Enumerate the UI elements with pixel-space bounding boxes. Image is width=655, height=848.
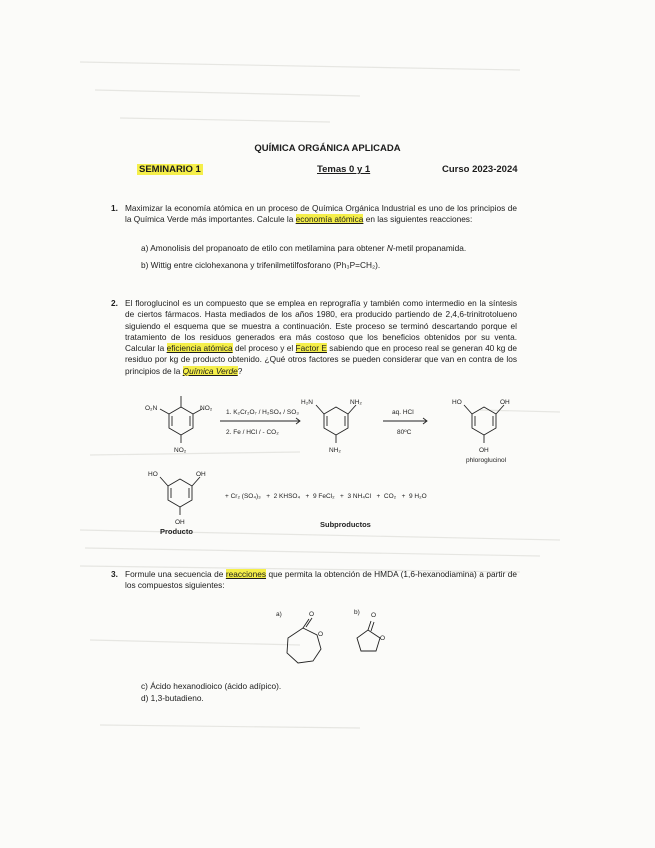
butyrolactone-structure — [357, 621, 380, 651]
highlight-economia-atomica: economía atómica — [295, 214, 364, 225]
question-number: 1. — [111, 203, 118, 213]
q3-item-c: c) Ácido hexanodioico (ácido adípico). — [141, 681, 282, 691]
prod-right-group: OH — [500, 399, 510, 406]
amine-left-group: H₂N — [301, 399, 313, 406]
product-right-group: OH — [196, 471, 206, 478]
highlight-factor-e: Factor E — [295, 343, 327, 354]
question-number: 3. — [111, 569, 118, 579]
topics-label: Temas 0 y 1 — [317, 164, 371, 175]
amine-right-group: NH₂ — [350, 399, 362, 406]
triamine-structure — [316, 405, 356, 443]
reagent-hcl: aq. HCl — [392, 409, 414, 416]
question-2: 2. El floroglucinol es un compuesto que se emplea en reprografía y también como intermedio en la síntesis de ciertos fármacos. Hasta mediados de los años 1980, era producido partiendo de 2,4,6-trinitrotolueno siguiendo el esquema que se muestra a continuación. Este proceso se terminó descartando porque el tratamiento de los residuos generados era más costoso que los beneficios obtenidos por su venta. Calcular la eficiencia atómica del proceso y el Factor E sabiendo que en proceso real se generan 40 kg de residuo por kg de producto obtenido. ¿Qué otros factores se pueden considerar que van en contra de los principios de la Química Verde? — [111, 298, 517, 376]
question-1: 1. Maximizar la economía atómica en un proceso de Química Orgánica Industrial es uno de los principios de la Química Verde más importantes. Calcule la economía atómica en las siguientes reacciones: — [111, 203, 517, 225]
compound-a-label: a) — [276, 611, 282, 618]
byproducts-label: Subproductos — [320, 520, 371, 529]
highlight-eficiencia-atomica: eficiencia atómica — [166, 343, 233, 354]
butyrolactone-ring-oxygen: O — [380, 635, 386, 642]
caprolactone-structure — [287, 618, 324, 663]
amine-bottom-group: NH₂ — [329, 447, 341, 454]
question-number: 2. — [111, 298, 118, 308]
tnt-right-group: NO₂ — [200, 405, 213, 412]
caprolactone-oxygen: O — [309, 611, 315, 618]
product-bottom-group: OH — [175, 519, 185, 526]
q1-item-b: b) Wittig entre ciclohexanona y trifenilmetilfosforano (Ph₃P=CH₂). — [141, 260, 381, 270]
highlight-reacciones: reacciones — [225, 569, 266, 579]
compound-b-label: b) — [354, 609, 360, 616]
question-3: 3. Formule una secuencia de reacciones que permita la obtención de HMDA (1,6-hexanodiamina) a partir de los compuestos siguientes: — [111, 569, 517, 591]
phloroglucinol-label: phloroglucinol — [466, 457, 507, 464]
reagent-temperature: 80ºC — [397, 429, 412, 436]
q3-structures — [0, 600, 655, 680]
course-label: Curso 2023-2024 — [442, 164, 518, 175]
prod-bottom-group: OH — [479, 447, 489, 454]
product-structure — [160, 477, 200, 515]
page-title: QUÍMICA ORGÁNICA APLICADA — [254, 143, 401, 154]
tnt-bottom-group: NO₂ — [174, 447, 187, 454]
tnt-structure — [160, 396, 202, 443]
caprolactone-ring-oxygen: O — [318, 631, 324, 638]
q1-item-a: a) Amonolisis del propanoato de etilo con metilamina para obtener N-metil propanamida. — [141, 243, 467, 253]
phloroglucinol-structure — [464, 405, 504, 443]
reagent-step-1: 1. K₂Cr₂O₇ / H₂SO₄ / SO₃ — [226, 409, 299, 416]
seminar-label: SEMINARIO 1 — [139, 164, 201, 175]
byproducts-equation: + Cr₂ (SO₄)₃ + 2 KHSO₄ + 9 FeCl₂ + 3 NH₄Cl + CO₂ + 9 H₂O — [225, 493, 427, 500]
tnt-left-group: O₂N — [145, 405, 158, 412]
product-left-group: HO — [148, 471, 158, 478]
reagent-step-2: 2. Fe / HCl / - CO₂ — [226, 429, 279, 436]
product-label: Producto — [160, 527, 193, 536]
highlight-quimica-verde: Química Verde — [182, 365, 238, 376]
q3-item-d: d) 1,3-butadieno. — [141, 693, 204, 703]
prod-left-group: HO — [452, 399, 462, 406]
reaction-scheme — [0, 385, 655, 545]
butyrolactone-oxygen: O — [371, 612, 377, 619]
